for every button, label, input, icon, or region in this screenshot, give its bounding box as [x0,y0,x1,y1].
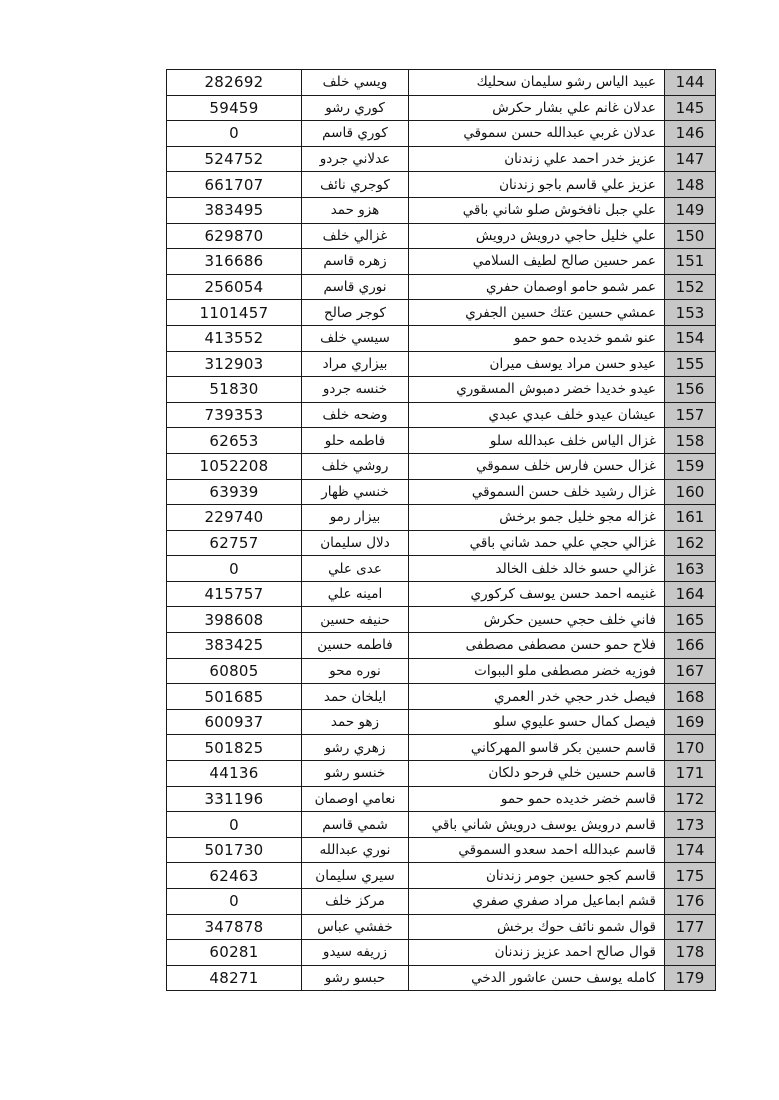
table-row [167,889,716,915]
full-name-cell: غزال الياس خلف عبدالله سلو [409,428,665,454]
mother-name-cell: كوجري نائف [302,172,409,198]
table-row [167,479,716,505]
data-table [166,69,716,991]
mother-name-cell: بيزار رمو [302,505,409,531]
mother-name-cell: زهو حمد [302,709,409,735]
amount-cell: 739353 [167,402,302,428]
row-number-cell: 149 [665,197,716,223]
table-row [167,658,716,684]
amount-cell: 501730 [167,837,302,863]
table-row [167,709,716,735]
table-row [167,121,716,147]
mother-name-cell: نوري عبدالله [302,837,409,863]
full-name-cell: قاسم حسين بكر قاسو المهركاني [409,735,665,761]
full-name-cell: عمر حسين صالح لطيف السلامي [409,249,665,275]
amount-cell: 48271 [167,965,302,991]
table-row [167,95,716,121]
table-row [167,351,716,377]
full-name-cell: عنو شمو خديده حمو حمو [409,325,665,351]
full-name-cell: فوزيه خضر مصطفى ملو الببوات [409,658,665,684]
mother-name-cell: خنسي ظهار [302,479,409,505]
table-row [167,300,716,326]
table-row [167,607,716,633]
table-row [167,70,716,96]
full-name-cell: قاسم كجو حسين جومر زندنان [409,863,665,889]
row-number-cell: 146 [665,121,716,147]
row-number-cell: 159 [665,453,716,479]
row-number-cell: 175 [665,863,716,889]
row-number-cell: 174 [665,837,716,863]
row-number-cell: 160 [665,479,716,505]
mother-name-cell: روشي خلف [302,453,409,479]
amount-cell: 63939 [167,479,302,505]
full-name-cell: عزيز علي قاسم باجو زندنان [409,172,665,198]
amount-cell: 0 [167,121,302,147]
full-name-cell: قاسم درويش يوسف درويش شاني باقي [409,812,665,838]
table-row [167,377,716,403]
amount-cell: 0 [167,812,302,838]
table-row [167,223,716,249]
mother-name-cell: فاطمه حسين [302,633,409,659]
mother-name-cell: كوجر صالح [302,300,409,326]
amount-cell: 383425 [167,633,302,659]
table-row [167,914,716,940]
full-name-cell: غزال حسن فارس خلف سموقي [409,453,665,479]
mother-name-cell: نوري قاسم [302,274,409,300]
amount-cell: 51830 [167,377,302,403]
amount-cell: 282692 [167,70,302,96]
amount-cell: 256054 [167,274,302,300]
mother-name-cell: غزالي خلف [302,223,409,249]
full-name-cell: قاسم حسين خلي فرحو دلكان [409,761,665,787]
row-number-cell: 156 [665,377,716,403]
amount-cell: 62653 [167,428,302,454]
row-number-cell: 178 [665,940,716,966]
row-number-cell: 154 [665,325,716,351]
table-row [167,402,716,428]
mother-name-cell: نوره محو [302,658,409,684]
row-number-cell: 167 [665,658,716,684]
table-row [167,965,716,991]
mother-name-cell: كوري قاسم [302,121,409,147]
row-number-cell: 153 [665,300,716,326]
amount-cell: 501825 [167,735,302,761]
row-number-cell: 157 [665,402,716,428]
full-name-cell: عدلان غانم علي بشار حكرش [409,95,665,121]
row-number-cell: 148 [665,172,716,198]
row-number-cell: 173 [665,812,716,838]
table-row [167,146,716,172]
amount-cell: 62463 [167,863,302,889]
table-row [167,684,716,710]
full-name-cell: عيدو خديدا خضر دمبوش المسقوري [409,377,665,403]
amount-cell: 0 [167,556,302,582]
full-name-cell: غزالي حجي علي حمد شاني باقي [409,530,665,556]
amount-cell: 62757 [167,530,302,556]
amount-cell: 312903 [167,351,302,377]
amount-cell: 59459 [167,95,302,121]
mother-name-cell: نعامي اوصمان [302,786,409,812]
row-number-cell: 161 [665,505,716,531]
row-number-cell: 155 [665,351,716,377]
table-row [167,505,716,531]
mother-name-cell: خفشي عباس [302,914,409,940]
full-name-cell: غزال رشيد خلف حسن السموقي [409,479,665,505]
amount-cell: 347878 [167,914,302,940]
row-number-cell: 179 [665,965,716,991]
table-row [167,249,716,275]
row-number-cell: 177 [665,914,716,940]
full-name-cell: عبيد الياس رشو سليمان سحليك [409,70,665,96]
row-number-cell: 158 [665,428,716,454]
amount-cell: 229740 [167,505,302,531]
row-number-cell: 163 [665,556,716,582]
row-number-cell: 144 [665,70,716,96]
row-number-cell: 164 [665,581,716,607]
full-name-cell: قاسم خضر خديده حمو حمو [409,786,665,812]
mother-name-cell: خنسو رشو [302,761,409,787]
mother-name-cell: سيري سليمان [302,863,409,889]
mother-name-cell: خنسه جردو [302,377,409,403]
table-row [167,812,716,838]
row-number-cell: 162 [665,530,716,556]
table-row [167,197,716,223]
amount-cell: 331196 [167,786,302,812]
table-row [167,761,716,787]
mother-name-cell: ويسي خلف [302,70,409,96]
mother-name-cell: شمي قاسم [302,812,409,838]
amount-cell: 1052208 [167,453,302,479]
full-name-cell: عيدو حسن مراد يوسف ميران [409,351,665,377]
amount-cell: 661707 [167,172,302,198]
table-row [167,556,716,582]
mother-name-cell: هزو حمد [302,197,409,223]
amount-cell: 415757 [167,581,302,607]
full-name-cell: عيشان عيدو خلف عبدي عبدي [409,402,665,428]
mother-name-cell: حنيفه حسين [302,607,409,633]
table-row [167,172,716,198]
row-number-cell: 150 [665,223,716,249]
table-row [167,735,716,761]
row-number-cell: 172 [665,786,716,812]
amount-cell: 398608 [167,607,302,633]
full-name-cell: عمشي حسين عتك حسين الجفري [409,300,665,326]
table-row [167,940,716,966]
amount-cell: 60281 [167,940,302,966]
row-number-cell: 151 [665,249,716,275]
row-number-cell: 169 [665,709,716,735]
table-row [167,581,716,607]
amount-cell: 316686 [167,249,302,275]
mother-name-cell: سيسي خلف [302,325,409,351]
table-row [167,325,716,351]
full-name-cell: قوال صالح احمد عزيز زندنان [409,940,665,966]
amount-cell: 383495 [167,197,302,223]
amount-cell: 600937 [167,709,302,735]
full-name-cell: فيصل كمال حسو عليوي سلو [409,709,665,735]
amount-cell: 413552 [167,325,302,351]
row-number-cell: 176 [665,889,716,915]
row-number-cell: 170 [665,735,716,761]
full-name-cell: عمر شمو حامو اوصمان حفري [409,274,665,300]
full-name-cell: عزيز خدر احمد علي زندنان [409,146,665,172]
full-name-cell: علي خليل حاجي درويش درويش [409,223,665,249]
mother-name-cell: دلال سليمان [302,530,409,556]
table-row [167,863,716,889]
full-name-cell: قاسم عبدالله احمد سعدو السموقي [409,837,665,863]
row-number-cell: 147 [665,146,716,172]
mother-name-cell: زهره قاسم [302,249,409,275]
table-row [167,786,716,812]
table-body [167,70,716,991]
mother-name-cell: فاطمه حلو [302,428,409,454]
full-name-cell: فلاح حمو حسن مصطفى مصطفى [409,633,665,659]
mother-name-cell: كوري رشو [302,95,409,121]
row-number-cell: 152 [665,274,716,300]
full-name-cell: علي جبل نافخوش صلو شاني باقي [409,197,665,223]
amount-cell: 60805 [167,658,302,684]
table-row [167,428,716,454]
amount-cell: 501685 [167,684,302,710]
amount-cell: 0 [167,889,302,915]
table-row [167,837,716,863]
mother-name-cell: زريفه سيدو [302,940,409,966]
row-number-cell: 171 [665,761,716,787]
mother-name-cell: بيزاري مراد [302,351,409,377]
full-name-cell: فيصل خدر حجي خدر العمري [409,684,665,710]
mother-name-cell: زهري رشو [302,735,409,761]
table-row [167,530,716,556]
amount-cell: 524752 [167,146,302,172]
row-number-cell: 168 [665,684,716,710]
full-name-cell: غزاله مجو خليل جمو برخش [409,505,665,531]
mother-name-cell: امينه علي [302,581,409,607]
full-name-cell: قوال شمو نائف حوك برخش [409,914,665,940]
full-name-cell: غنيمه احمد حسن يوسف كركوري [409,581,665,607]
row-number-cell: 145 [665,95,716,121]
mother-name-cell: مركز خلف [302,889,409,915]
table-row [167,633,716,659]
full-name-cell: كامله يوسف حسن عاشور الدخي [409,965,665,991]
full-name-cell: فاني خلف حجي حسين حكرش [409,607,665,633]
row-number-cell: 165 [665,607,716,633]
table-row [167,274,716,300]
amount-cell: 1101457 [167,300,302,326]
mother-name-cell: حبسو رشو [302,965,409,991]
mother-name-cell: وضحه خلف [302,402,409,428]
full-name-cell: عدلان غربي عبدالله حسن سموقي [409,121,665,147]
mother-name-cell: عدلاني جردو [302,146,409,172]
row-number-cell: 166 [665,633,716,659]
mother-name-cell: عدى علي [302,556,409,582]
amount-cell: 629870 [167,223,302,249]
mother-name-cell: ايلخان حمد [302,684,409,710]
full-name-cell: قشم ابماعيل مراد صفري صفري [409,889,665,915]
table-row [167,453,716,479]
amount-cell: 44136 [167,761,302,787]
data-table-container [166,69,715,991]
full-name-cell: غزالي حسو خالد خلف الخالد [409,556,665,582]
